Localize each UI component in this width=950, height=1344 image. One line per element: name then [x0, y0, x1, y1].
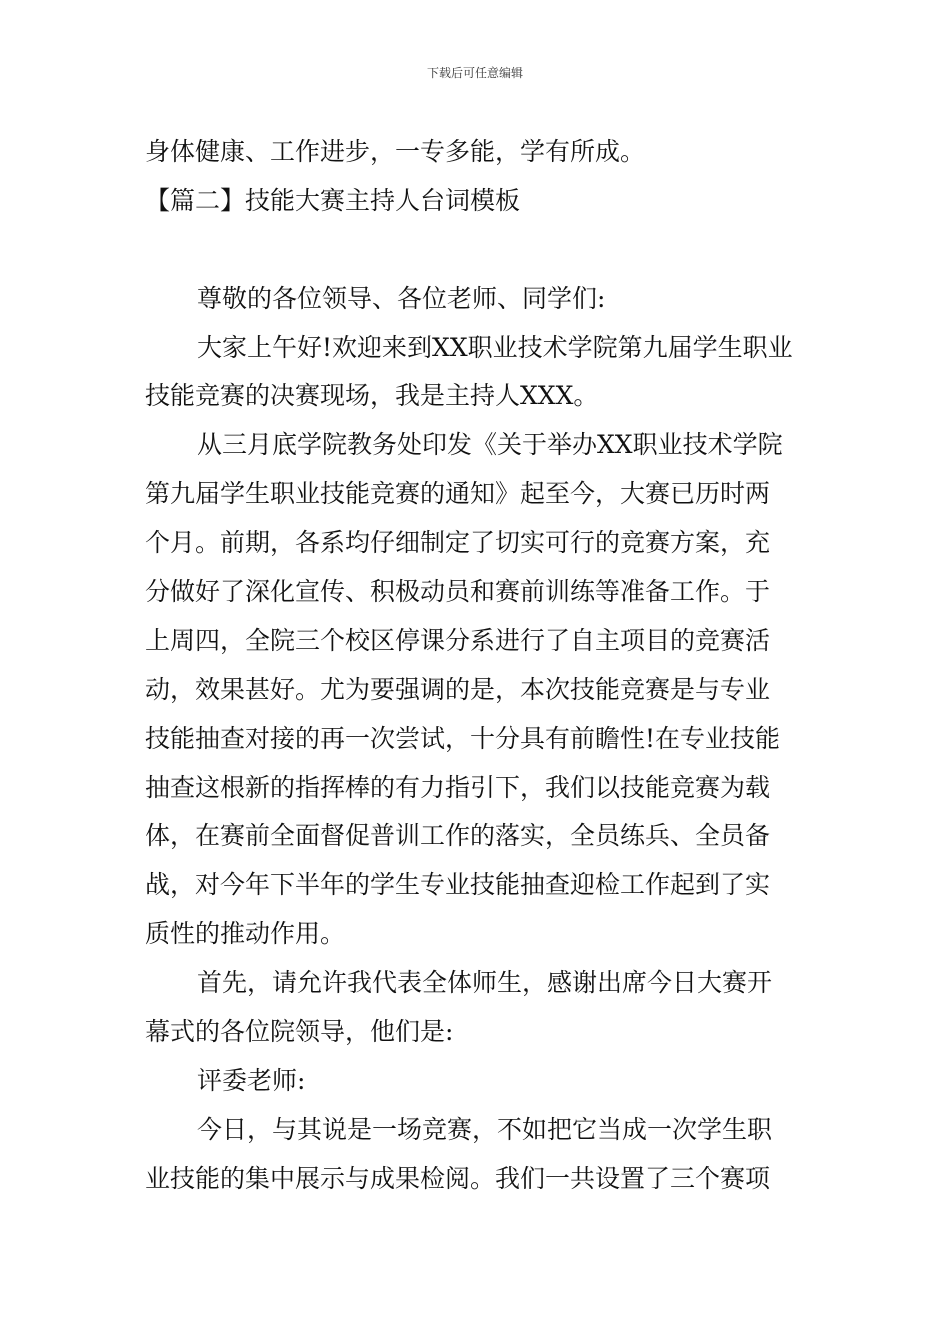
body-line: 从三月底学院教务处印发《关于举办XX职业技术学院 — [197, 430, 783, 460]
body-line: 抽查这根新的指挥棒的有力指引下，我们以技能竞赛为载 — [145, 772, 771, 802]
body-line: 分做好了深化宣传、积极动员和赛前训练等准备工作。于 — [145, 577, 771, 607]
body-line: 大家上午好!欢迎来到XX职业技术学院第九届学生职业 — [197, 332, 793, 362]
salutation: 尊敬的各位领导、各位老师、同学们: — [197, 283, 606, 313]
body-line: 上周四，全院三个校区停课分系进行了自主项目的竞赛活 — [145, 625, 771, 655]
body-line: 体，在赛前全面督促普训工作的落实，全员练兵、全员备 — [145, 821, 771, 851]
section-heading: 【篇二】技能大赛主持人台词模板 — [145, 185, 521, 215]
body-line: 今日，与其说是一场竞赛，不如把它当成一次学生职 — [197, 1114, 773, 1144]
body-line: 个月。前期，各系均仔细制定了切实可行的竞赛方案，充 — [145, 528, 771, 558]
blank-line — [145, 226, 807, 275]
page-header: 下载后可任意编辑 — [426, 66, 523, 80]
document-body — [145, 128, 807, 1204]
body-line: 技能竞赛的决赛现场，我是主持人XXX。 — [145, 381, 599, 411]
body-line: 身体健康、工作进步，一专多能，学有所成。 — [145, 137, 646, 166]
body-line: 幕式的各位院领导，他们是: — [145, 1017, 454, 1047]
body-line: 首先，请允许我代表全体师生，感谢出席今日大赛开 — [197, 968, 773, 998]
body-line: 第九届学生职业技能竞赛的通知》起至今，大赛已历时两 — [145, 479, 771, 509]
body-line: 业技能的集中展示与成果检阅。我们一共设置了三个赛项 — [145, 1163, 771, 1193]
body-line: 动，效果甚好。尤为要强调的是，本次技能竞赛是与专业 — [145, 674, 771, 704]
body-line: 技能抽查对接的再一次尝试，十分具有前瞻性!在专业技能 — [145, 723, 781, 753]
body-line: 战，对今年下半年的学生专业技能抽查迎检工作起到了实 — [145, 870, 771, 900]
body-line: 评委老师: — [197, 1065, 306, 1095]
body-line: 质性的推动作用。 — [145, 919, 346, 949]
